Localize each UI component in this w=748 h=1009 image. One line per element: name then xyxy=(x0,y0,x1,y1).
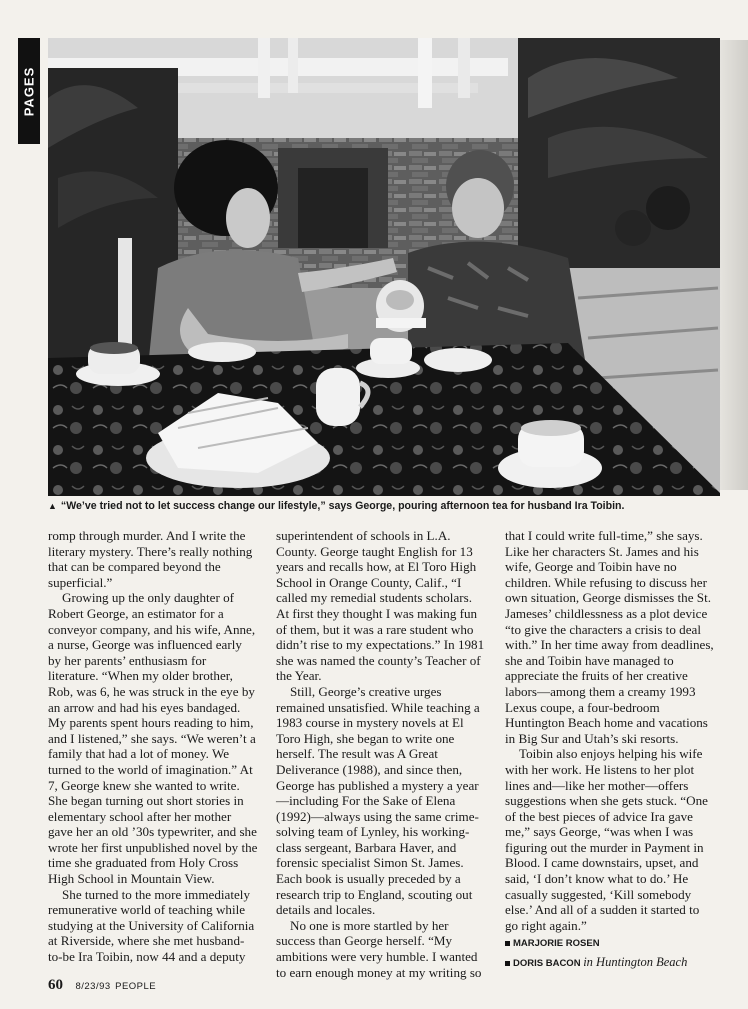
paragraph: that I could write full-time,” she says. Like her characters St. James and his wife, George and Toibin have no children. While refusing to discuss her own situation, George dismisses the St. Jameses’ childlessness as a plot device “to give the characters a crisis to deal with.” In her time away from deadlines, she and Toibin have managed to appreciate the fruits of her creative labors—among them a creamy 1993 Lexus coupe, a four-bedroom Huntington Beach home and vacations in Big Sur and Utah’s ski resorts. xyxy=(505,528,714,746)
writer-byline xyxy=(505,936,715,952)
paragraph: Toibin also enjoys helping his wife with her work. He listens to her plot lines and—like her mother—offers suggestions when she gets stuck. “One of the best pieces of advice Ira gave me,” says George, “was when I was figuring out the murder in Payment in Blood. I came downstairs, upset, and said, ‘I don’t know what to do.’ He casually suggested, ‘Kill somebody else.’ And all of a sudden it started to go right again.” xyxy=(505,746,708,933)
paragraph: superintendent of schools in L.A. County. George taught English for 13 years and recalls how, at El Toro High School in Orange County, Calif., “I called my remedial students scholars. At first they thought I was making fun of them, but it was a rare student who didn’t rise to my expectations.” In 1981 she was named the county’s Teacher of the Year. xyxy=(276,528,485,684)
writer-name: MARJORIE ROSEN xyxy=(513,938,600,950)
caption-text: “We’ve tried not to let success change our lifestyle,” says George, pouring afternoon tea for husband Ira Toibin. xyxy=(60,500,625,512)
photo-caption xyxy=(48,498,720,514)
section-tab-label: PAGES xyxy=(21,66,37,116)
reporter-name: DORIS BACON xyxy=(513,958,581,970)
page-footer xyxy=(48,976,156,994)
article-column-3 xyxy=(505,528,715,972)
adjacent-page-edge xyxy=(720,40,748,490)
paragraph: Still, George’s creative urges remained unsatisfied. While teaching a 1983 course in mystery novels at El Toro High, she began to write one herself. The result was A Great Deliverance (1988), and since then, George has published a mystery a year—including For the Sake of Elena (1992)—always using the same crime-solving team of Lynley, his working-class sergeant, Barbara Haver, and forensic specialist Simon St. James. Each book is usually preceded by a research trip to England, scouting out details and locales. xyxy=(276,683,480,918)
magazine-name: PEOPLE xyxy=(115,981,157,992)
article-column-1 xyxy=(48,528,258,965)
paragraph: No one is more startled by her success than George herself. “My ambitions were very humble. I wanted to earn enough money at my writing so xyxy=(276,917,482,980)
caption-marker-icon: ▲ xyxy=(48,501,57,511)
article-column-2 xyxy=(276,528,486,980)
section-tab xyxy=(18,38,40,144)
page-number: 60 xyxy=(48,977,63,993)
square-bullet-icon xyxy=(505,961,510,966)
paragraph: Growing up the only daughter of Robert George, an estimator for a conveyor company, and his wife, Anne, a nurse, George was influenced early by her parents’ enthusiasm for literature. “When my older brother, Rob, was 6, he was struck in the eye by an arrow and had his eyes bandaged. My parents spent hours reading to him, and I listened,” she says. “We weren’t a family that had a lot of money. We turned to the world of imagination.” At 7, George knew she wanted to write. She began turning out short stories in elementary school after her mother gave her an old ’30s typewriter, and she wrote her first unpublished novel by the time she graduated from Holy Cross High School in Mountain View. xyxy=(48,590,258,887)
reporter-byline xyxy=(505,955,715,972)
square-bullet-icon xyxy=(505,941,510,946)
issue-date: 8/23/93 xyxy=(75,981,111,992)
photo-illustration xyxy=(48,38,720,496)
reporter-location: in Huntington Beach xyxy=(583,955,688,970)
paragraph: romp through murder. And I write the literary mystery. There’s really nothing that can be compared beyond the superficial.” xyxy=(48,528,253,590)
tea-scene-photo xyxy=(48,38,720,496)
paragraph: She turned to the more immediately remunerative world of teaching while studying at the University of California at Riverside, where she met husband-to-be Ira Toibin, now 44 and a deputy xyxy=(48,886,255,965)
